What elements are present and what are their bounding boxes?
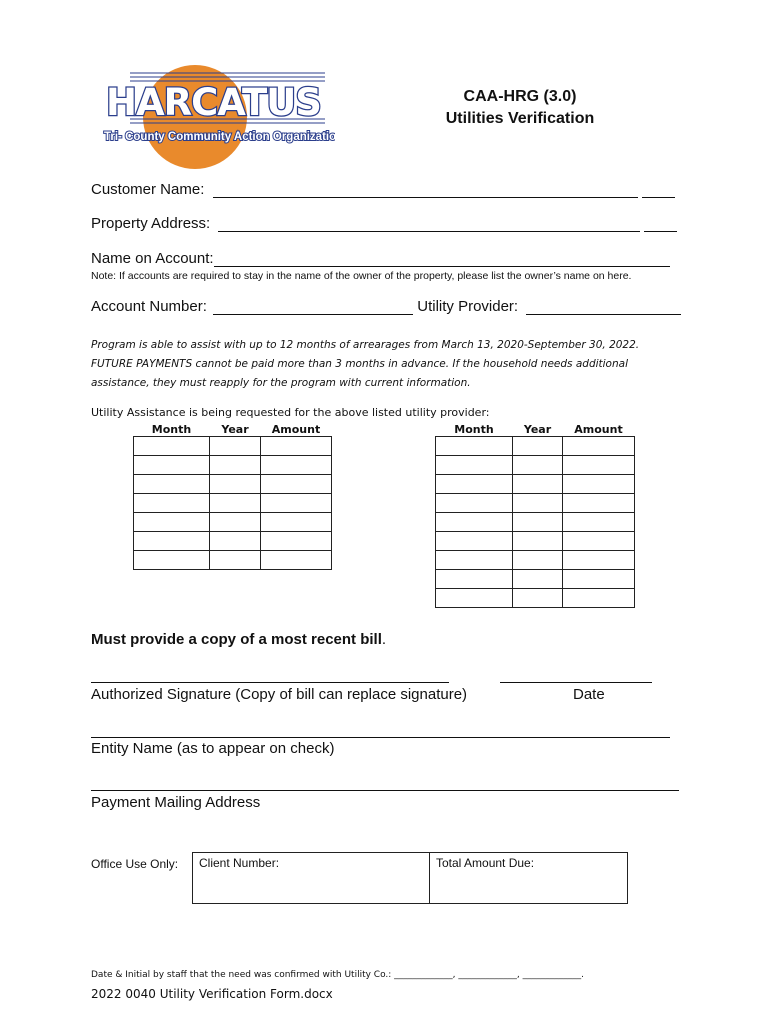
customer-name-label: Customer Name: bbox=[91, 181, 205, 198]
table-cell[interactable] bbox=[261, 456, 332, 475]
entity-name-line[interactable] bbox=[91, 737, 670, 738]
table-cell[interactable] bbox=[436, 494, 513, 513]
table-row bbox=[134, 475, 332, 494]
table-cell[interactable] bbox=[134, 532, 210, 551]
table-cell[interactable] bbox=[134, 437, 210, 456]
assistance-table-right bbox=[435, 422, 635, 608]
table-cell[interactable] bbox=[563, 570, 635, 589]
table-cell[interactable] bbox=[210, 494, 261, 513]
table-cell[interactable] bbox=[134, 551, 210, 570]
table-row bbox=[436, 456, 635, 475]
name-on-account-label: Name on Account: bbox=[91, 250, 214, 267]
client-number-cell[interactable] bbox=[193, 853, 430, 903]
table-row bbox=[134, 551, 332, 570]
entity-name-label: Entity Name (as to appear on check) bbox=[91, 740, 335, 757]
document-filename: 2022 0040 Utility Verification Form.docx bbox=[91, 987, 333, 1001]
bill-requirement: Must provide a copy of a most recent bill. bbox=[91, 631, 387, 648]
table-cell[interactable] bbox=[513, 513, 563, 532]
property-address-label: Property Address: bbox=[91, 215, 211, 232]
column-header: Amount bbox=[574, 422, 623, 436]
table-cell[interactable] bbox=[261, 475, 332, 494]
assistance-heading: Utility Assistance is being requested for the above listed utility provider: bbox=[91, 406, 490, 419]
harcatus-logo bbox=[100, 65, 335, 170]
account-number-label: Account Number: bbox=[91, 298, 207, 315]
table-cell[interactable] bbox=[436, 570, 513, 589]
table-row bbox=[134, 532, 332, 551]
table-row bbox=[436, 513, 635, 532]
table-cell[interactable] bbox=[563, 494, 635, 513]
table-cell[interactable] bbox=[210, 456, 261, 475]
customer-name-line[interactable] bbox=[213, 183, 638, 198]
table-row bbox=[436, 475, 635, 494]
table-row bbox=[436, 589, 635, 608]
table-cell[interactable] bbox=[563, 456, 635, 475]
table-row bbox=[436, 532, 635, 551]
table-cell[interactable] bbox=[513, 589, 563, 608]
column-header: Year bbox=[523, 422, 552, 436]
table-cell[interactable] bbox=[261, 494, 332, 513]
property-address-line[interactable] bbox=[218, 217, 640, 232]
customer-name-row bbox=[91, 181, 675, 198]
program-line: FUTURE PAYMENTS cannot be paid more than 3 months in advance. If the household needs additional bbox=[91, 358, 628, 370]
table-cell[interactable] bbox=[563, 589, 635, 608]
column-header: Year bbox=[221, 422, 249, 436]
table-header bbox=[436, 422, 635, 437]
table-cell[interactable] bbox=[513, 494, 563, 513]
table-cell[interactable] bbox=[134, 475, 210, 494]
table-cell[interactable] bbox=[436, 551, 513, 570]
office-use-label: Office Use Only: bbox=[91, 857, 179, 871]
logo-graphic bbox=[100, 65, 335, 170]
table-row bbox=[436, 551, 635, 570]
table-cell[interactable] bbox=[563, 437, 635, 456]
table-row bbox=[134, 456, 332, 475]
table-cell[interactable] bbox=[134, 494, 210, 513]
column-header: Month bbox=[454, 422, 494, 436]
table-cell[interactable] bbox=[436, 437, 513, 456]
table-row bbox=[134, 494, 332, 513]
table-cell[interactable] bbox=[436, 475, 513, 494]
form-title bbox=[400, 86, 640, 130]
account-number-line[interactable] bbox=[213, 300, 413, 315]
signature-label: Authorized Signature (Copy of bill can replace signature) bbox=[91, 686, 468, 703]
staff-confirmation-note: Date & Initial by staff that the need was confirmed with Utility Co.: _____________, _____________, _____________. bbox=[91, 970, 584, 980]
client-number-label: Client Number: bbox=[199, 856, 280, 870]
table-row bbox=[436, 570, 635, 589]
table-cell[interactable] bbox=[210, 532, 261, 551]
assistance-table-left bbox=[133, 422, 332, 570]
property-address-row bbox=[91, 215, 677, 232]
table-row bbox=[436, 494, 635, 513]
table-cell[interactable] bbox=[134, 513, 210, 532]
table-cell[interactable] bbox=[513, 475, 563, 494]
table-row bbox=[134, 437, 332, 456]
program-line: assistance, they must reapply for the program with current information. bbox=[91, 377, 471, 389]
mailing-address-line[interactable] bbox=[91, 790, 679, 791]
table-cell[interactable] bbox=[563, 551, 635, 570]
name-on-account-line[interactable] bbox=[214, 252, 670, 267]
table-cell[interactable] bbox=[210, 475, 261, 494]
table-row bbox=[436, 437, 635, 456]
table-cell[interactable] bbox=[563, 532, 635, 551]
table-cell[interactable] bbox=[436, 532, 513, 551]
table-cell[interactable] bbox=[436, 456, 513, 475]
column-header: Month bbox=[151, 422, 192, 436]
table-cell[interactable] bbox=[210, 513, 261, 532]
program-line: Program is able to assist with up to 12 months of arrearages from March 13, 2020-September 30, 2022. bbox=[91, 339, 640, 351]
table-cell[interactable] bbox=[513, 551, 563, 570]
logo-tagline: Tri- County Community Action Organization bbox=[104, 131, 335, 143]
utility-provider-label: Utility Provider: bbox=[417, 298, 519, 315]
office-use-box bbox=[192, 852, 628, 904]
name-on-account-row bbox=[91, 250, 670, 267]
table-cell[interactable] bbox=[513, 532, 563, 551]
table-cell[interactable] bbox=[261, 513, 332, 532]
table-cell[interactable] bbox=[513, 437, 563, 456]
mailing-address-label: Payment Mailing Address bbox=[91, 794, 261, 811]
account-row bbox=[91, 298, 681, 315]
table-header bbox=[134, 422, 332, 437]
table-cell[interactable] bbox=[261, 551, 332, 570]
table-cell[interactable] bbox=[563, 513, 635, 532]
table-cell[interactable] bbox=[261, 437, 332, 456]
table-row bbox=[134, 513, 332, 532]
date-label: Date bbox=[573, 686, 605, 703]
signature-line[interactable] bbox=[91, 682, 449, 683]
total-amount-cell[interactable] bbox=[430, 853, 627, 903]
program-info bbox=[91, 336, 691, 393]
table-cell[interactable] bbox=[210, 551, 261, 570]
table-cell[interactable] bbox=[210, 437, 261, 456]
table-cell[interactable] bbox=[513, 570, 563, 589]
owner-note: Note: If accounts are required to stay in the name of the owner of the property, please list the owner’s name on here. bbox=[91, 270, 632, 282]
bill-requirement-text: Must provide a copy of a most recent bill bbox=[91, 631, 382, 648]
table-cell[interactable] bbox=[436, 589, 513, 608]
form-heading: Utilities Verification bbox=[445, 110, 595, 127]
form-code: CAA-HRG (3.0) bbox=[463, 88, 577, 105]
table-cell[interactable] bbox=[436, 513, 513, 532]
logo-wordmark: HARCATUS bbox=[106, 81, 321, 124]
table-cell[interactable] bbox=[261, 532, 332, 551]
column-header: Amount bbox=[271, 422, 321, 436]
date-line[interactable] bbox=[500, 682, 652, 683]
utility-provider-line[interactable] bbox=[526, 300, 681, 315]
table-cell[interactable] bbox=[134, 456, 210, 475]
total-amount-label: Total Amount Due: bbox=[436, 856, 535, 870]
table-cell[interactable] bbox=[513, 456, 563, 475]
table-cell[interactable] bbox=[563, 475, 635, 494]
